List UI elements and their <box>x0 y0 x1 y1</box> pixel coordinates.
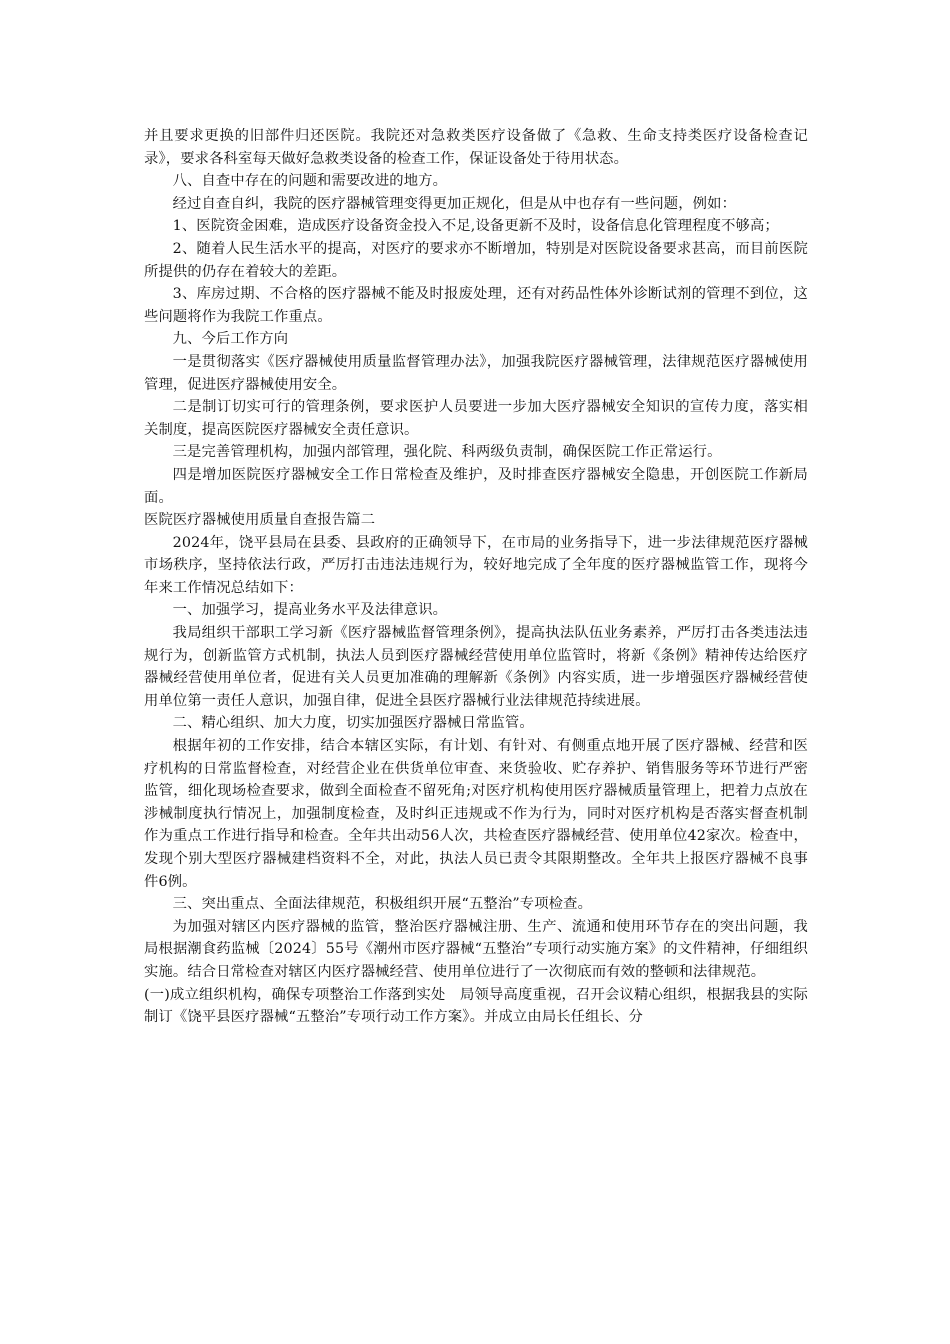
paragraph: 根据年初的工作安排，结合本辖区实际，有计划、有针对、有侧重点地开展了医疗器械、经营和医疗机构的日常监督检查，对经营企业在供货单位审查、来货验收、贮存养护、销售服务等环节进行严密监管，细化现场检查要求，做到全面检查不留死角;对医疗机构使用医疗器械质量管理上，把着力点放在涉械制度执行情况上，加强制度检查，及时纠正违规或不作为行为，同时对医疗机构是否落实督查机制作为重点工作进行指导和检查。全年共出动56人次，共检查医疗器械经营、使用单位42家次。检查中，发现个别大型医疗器械建档资料不全，对此，执法人员已责令其限期整改。全年共上报医疗器械不良事件6例。 <box>144 738 808 890</box>
section-heading: 三、突出重点、全面法律规范，积极组织开展“五整治”专项检查。 <box>172 896 593 913</box>
paragraph: (一)成立组织机构，确保专项整治工作落到实处 局领导高度重视，召开会议精心组织，根据我县的实际制订《饶平县医疗器械“五整治”专项行动工作方案》。并成立由局长任组长、分 <box>144 986 808 1026</box>
paragraph: 经过自查自纠，我院的医疗器械管理变得更加正规化，但是从中也存有一些问题，例如： <box>172 195 737 212</box>
section-heading: 八、自查中存在的问题和需要改进的地方。 <box>172 173 448 190</box>
paragraph: 二是制订切实可行的管理条例，要求医护人员要进一步加大医疗器械安全知识的宣传力度，落实相关制度，提高医院医疗器械安全责任意识。 <box>144 399 808 438</box>
article-title: 医院医疗器械使用质量自查报告篇二 <box>144 512 376 529</box>
paragraph: 2024年，饶平县局在县委、县政府的正确领导下，在市局的业务指导下，进一步法律规范医疗器械市场秩序，坚持依法行政，严厉打击违法违规行为，较好地完成了全年度的医疗器械监管工作，现将今年来工作情况总结如下： <box>144 534 808 596</box>
list-item: 3、库房过期、不合格的医疗器械不能及时报废处理，还有对药品性体外诊断试剂的管理不到位，这些问题将作为我院工作重点。 <box>144 286 808 325</box>
section-heading: 二、精心组织、加大力度，切实加强医疗器械日常监管。 <box>172 715 534 732</box>
paragraph: 我局组织干部职工学习新《医疗器械监督管理条例》，提高执法队伍业务素养，严厉打击各类违法违规行为，创新监管方式机制，执法人员到医疗器械经营使用单位监管时，将新《条例》精神传达给医疗器械经营使用单位者，促进有关人员更加准确的理解新《条例》内容实质，进一步增强医疗器械经营使用单位第一责任人意识，加强自律，促进全县医疗器械行业法律规范持续进展。 <box>144 625 808 709</box>
document-body <box>144 125 808 1029</box>
paragraph: 三是完善管理机构，加强内部管理，强化院、科两级负责制，确保医院工作正常运行。 <box>172 444 722 461</box>
section-heading: 一、加强学习，提高业务水平及法律意识。 <box>172 602 448 619</box>
list-item: 1、医院资金困难，造成医疗设备资金投入不足,设备更新不及时，设备信息化管理程度不够高； <box>172 218 779 235</box>
paragraph: 四是增加医院医疗器械安全工作日常检查及维护，及时排查医疗器械安全隐患，开创医院工作新局面。 <box>144 466 808 506</box>
section-heading: 九、今后工作方向 <box>172 331 289 348</box>
paragraph: 一是贯彻落实《医疗器械使用质量监督管理办法》，加强我院医疗器械管理，法律规范医疗器械使用管理，促进医疗器械使用安全。 <box>144 353 808 393</box>
list-item: 2、随着人民生活水平的提高，对医疗的要求亦不断增加，特别是对医院设备要求甚高，而目前医院所提供的仍存在着较大的差距。 <box>144 240 808 280</box>
paragraph: 为加强对辖区内医疗器械的监管，整治医疗器械注册、生产、流通和使用环节存在的突出问题，我局根据潮食药监械〔2024〕55号《潮州市医疗器械“五整治”专项行动实施方案》的文件精神，仔细组织实施。结合日常检查对辖区内医疗器械经营、使用单位进行了一次彻底而有效的整顿和法律规范。 <box>144 918 808 980</box>
paragraph: 并且要求更换的旧部件归还医院。我院还对急救类医疗设备做了《急救、生命支持类医疗设备检查记录》，要求各科室每天做好急救类设备的检查工作，保证设备处于待用状态。 <box>144 128 808 167</box>
